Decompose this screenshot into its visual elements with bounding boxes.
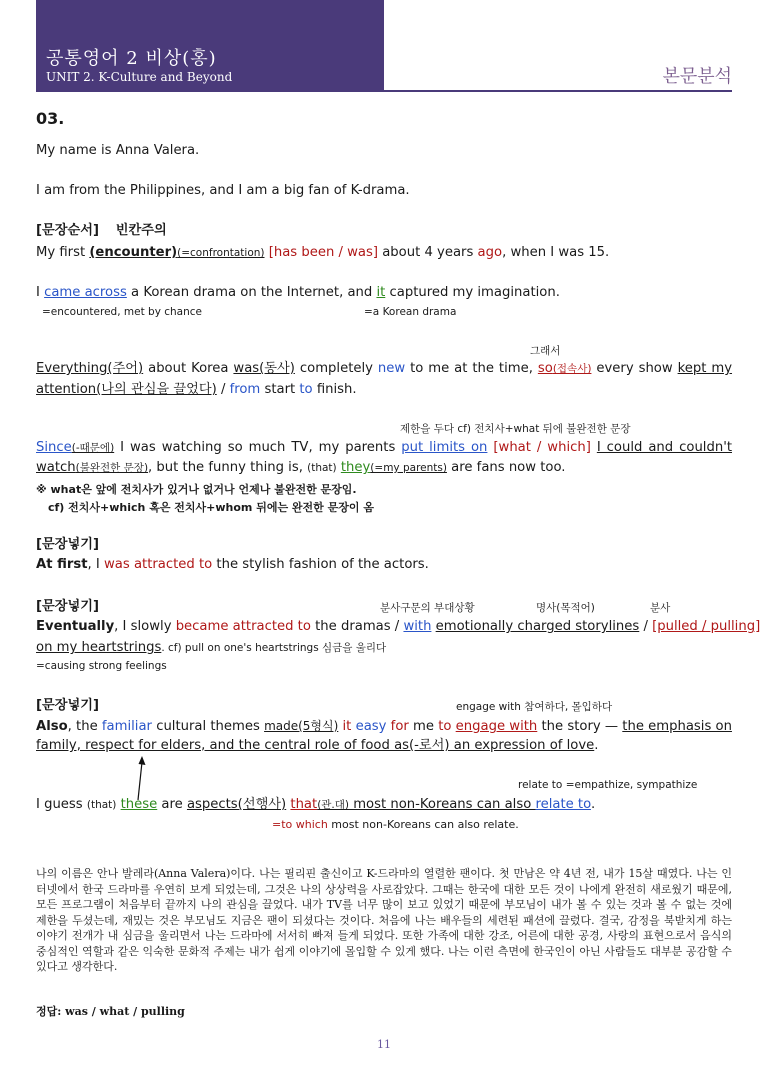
note-put-limits: 제한을 두다 cf) 전치사+what 뒤에 불완전한 문장 (400, 423, 631, 435)
sentence-2: I am from the Philippines, and I am a big fan of K-drama. (36, 183, 410, 198)
note-relate-to: relate to =empathize, sympathize (518, 779, 698, 791)
sentence-9: Also, the familiar cultural themes made(5형식) it easy for me to engage with the story — the emphasis on (36, 719, 732, 734)
sentence-8-cont: on my heartstrings. cf) pull on one's heartstrings 심금을 울리다 (36, 640, 387, 655)
passage-number: 03. (36, 109, 65, 128)
tag-order (36, 222, 732, 240)
sentence-6: Since(-때문에) I was watching so much TV, my parents put limits on [what / which] I could and couldn't (36, 440, 732, 455)
blank-choice: [pulled / pulling] (652, 619, 761, 634)
tag-insert-2: [문장넣기] (36, 599, 100, 614)
blank-warning: 빈칸주의 (115, 223, 167, 238)
note-participle-clause: 분사구문의 부대상황 (380, 602, 475, 614)
sentence-5-cont: attention(나의 관심을 끌었다) / from start to finish. (36, 382, 357, 397)
sentence-8: Eventually, I slowly became attracted to the dramas / with emotionally charged storylines / [pulled / pulling] (36, 619, 761, 634)
sentence-5: Everything(주어) about Korea was(동사) completely new to me at the time, so(접속사) every show kept my (36, 361, 733, 376)
page-number: 11 (377, 1038, 391, 1051)
sentence-4: I came across a Korean drama on the Internet, and it captured my imagination. (36, 285, 560, 300)
tag-label: [문장순서] (36, 223, 100, 238)
tag-insert-3: [문장넣기] (36, 698, 100, 713)
korean-translation: 나의 이름은 안나 발레라(Anna Valera)이다. 나는 필리핀 출신이고 K-드라마의 열렬한 팬이다. 첫 만남은 약 4년 전, 내가 15살 때였다. 나는 인터넷에서 한국 드라마를 우연히 보게 되었는데, 그것은 나의 상상력을 사로잡았다. 그때는 한국에 대한 모든 것이 나에게 완전히 새로웠기 때문에, 모든 프로그램이 처음부터 끝까지 나의 관심을 끌었다. 내가 TV를 너무 많이 보고 있었기 때문에 부모님이 내가 볼 수 있는 것과 볼 수 없는 것에 제한을 두셨는데, 재밌는 것은 부모님도 지금은 팬이 되셨다는 것이다. 처음에 나는 배우들의 세련된 패션에 끌렸다. 결국, 감정을 북받치게 하는 이야기 전개가 내 심금을 울리면서 나는 드라마에 서서히 빠져 들게 되었다. 또한 가족에 대한 강조, 어른에 대한 공경, 사랑의 표현으로서 음식의 중심적인 역할과 같은 익숙한 문화적 주제는 내가 쉽게 이야기에 몰입할 수 있게 했다. 나는 이런 측면에 한국인이 아닌 사람들도 대부분 공감할 수 있다고 생각한다. (36, 867, 732, 973)
sentence-10: I guess (that) these are aspects(선행사) that(관.대) most non-Koreans can also relate to. (36, 797, 596, 812)
blank-choice: [has been / was] (268, 245, 379, 260)
textbook-title: 공통영어 2 비상(홍) (46, 48, 217, 69)
grammar-rule-which: cf) 전치사+which 혹은 전치사+whom 뒤에는 완전한 문장이 옴 (48, 501, 374, 514)
note-engage-with: engage with 참여하다, 몰입하다 (456, 701, 613, 713)
note-so: 그래서 (530, 345, 561, 357)
header-divider (36, 90, 732, 92)
blank-choice: [what / which] (493, 440, 591, 455)
sentence-7: At first, I was attracted to the stylish fashion of the actors. (36, 557, 429, 572)
note-participle: 분사 (650, 602, 671, 614)
sentence-9-cont: family, respect for elders, and the central role of food as(-로서) an expression of love. (36, 738, 599, 753)
unit-subtitle: UNIT 2. K-Culture and Beyond (46, 70, 233, 84)
note-to-which: =to which most non-Koreans can also relate. (272, 818, 519, 831)
note-came-across: =encountered, met by chance (42, 306, 202, 318)
grammar-rule-what: ※ what은 앞에 전치사가 있거나 없거나 언제나 불완전한 문장임. (36, 483, 357, 496)
sentence-3: My first (encounter)(=confrontation) [has been / was] about 4 years ago, when I was 15. (36, 245, 610, 260)
answer-key: 정답: was / what / pulling (36, 1005, 185, 1018)
note-object: 명사(목적어) (536, 602, 595, 614)
note-it: =a Korean drama (364, 306, 457, 318)
sentence-6-cont: watch(불완전한 문장), but the funny thing is, (that) they(=my parents) are fans now too. (36, 460, 566, 475)
tag-insert-1: [문장넣기] (36, 537, 100, 552)
section-label: 본문분석 (662, 66, 732, 87)
note-heartstrings: =causing strong feelings (36, 660, 167, 672)
sentence-1: My name is Anna Valera. (36, 143, 200, 158)
